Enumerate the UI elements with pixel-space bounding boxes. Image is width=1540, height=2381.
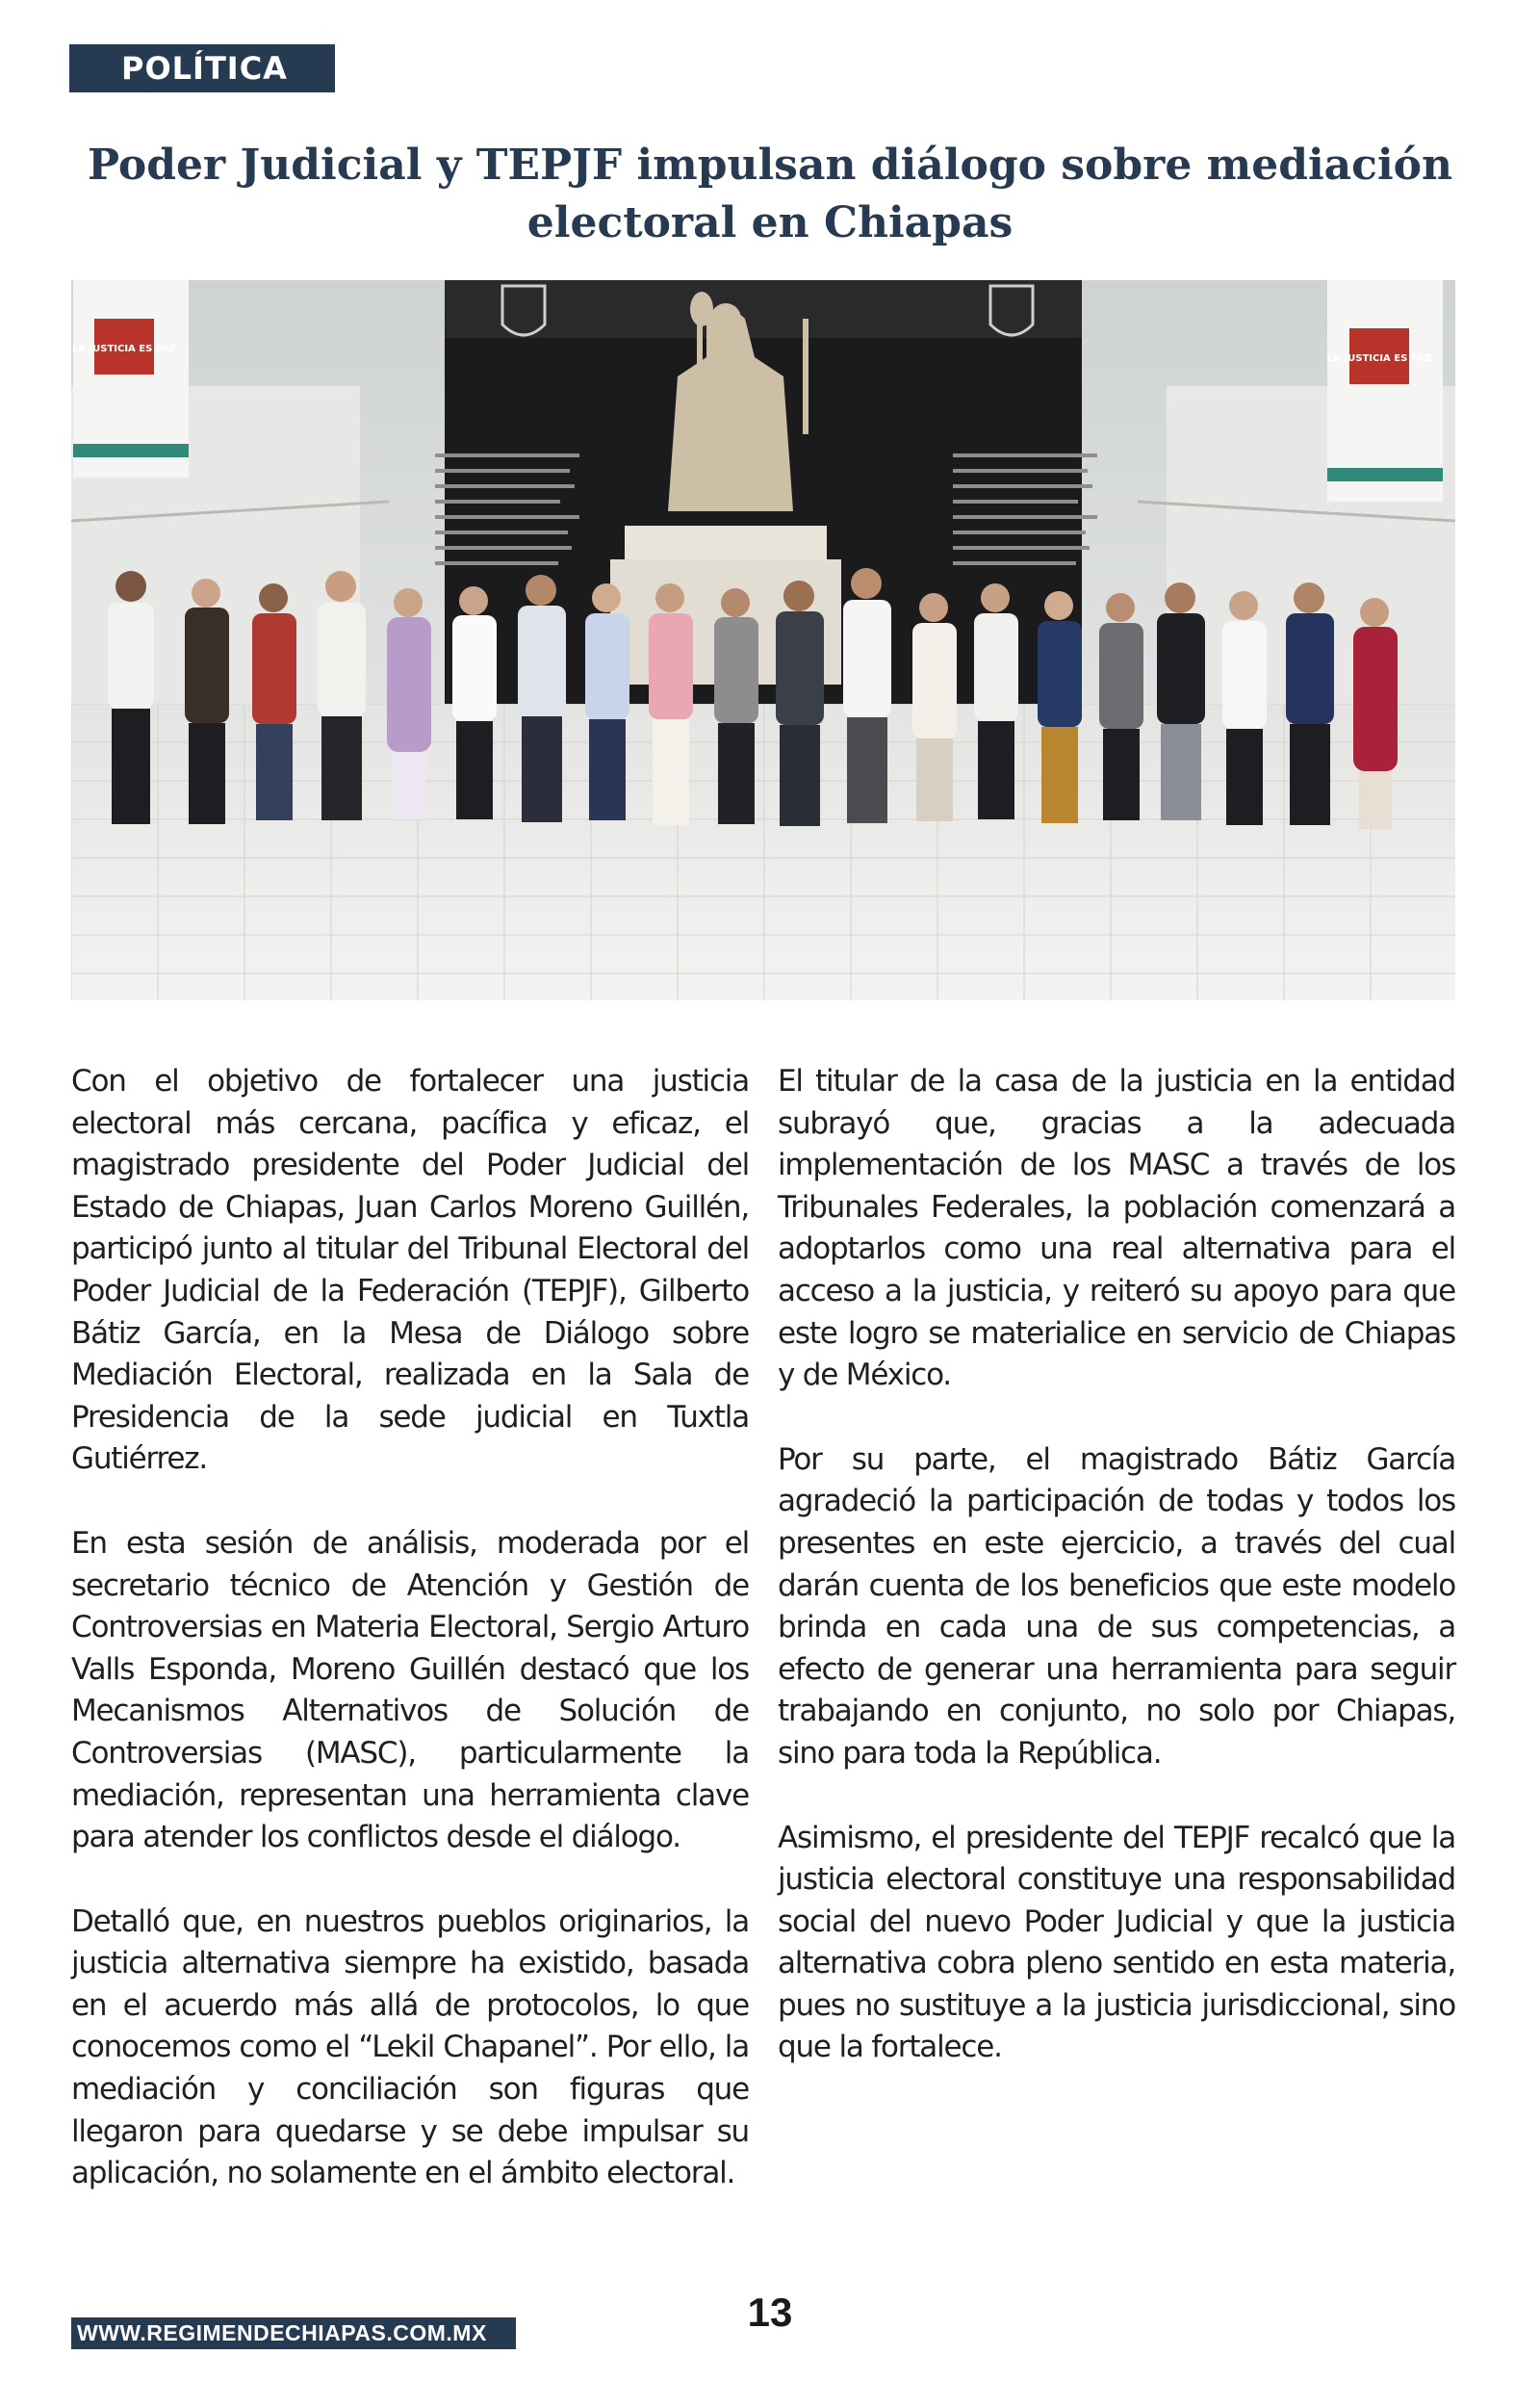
banner-left-text: LA JUSTICIA ES PAZ [71,344,177,354]
paragraph: Detalló que, en nuestros pueblos originarios, la justicia alternativa siempre ha existido, basada en el acuerdo más allá de protocolos, lo que conocemos como el “Lekil Chapanel”. Por ello, la mediación y conciliación son figuras que llegaron para quedarse y se debe impulsar su aplicación, no solamente en el ámbito electoral. [71,1903,749,2191]
article-photo [71,280,1455,1000]
banner-right [1327,280,1443,502]
banner-right-text: LA JUSTICIA ES PAZ [1326,353,1432,364]
footer-website-link[interactable]: WWW.REGIMENDECHIAPAS.COM.MX [71,2317,516,2349]
article-column-right [778,1061,1455,2111]
page-number: 13 [747,2290,793,2335]
paragraph: Por su parte, el magistrado Bátiz García agradeció la participación de todas y todos los presentes en este ejercicio, a través del cual darán cuenta de los beneficios que este modelo brinda en cada una de sus competencias, a efecto de generar una herramienta para seguir trabajando en conjunto, no solo por Chiapas, sino para toda la República. [778,1441,1455,1771]
article-headline: Poder Judicial y TEPJF impulsan diálogo sobre mediación electoral en Chiapas [87,141,1453,247]
article-column-left [71,1061,749,2238]
paragraph: Con el objetivo de fortalecer una justicia electoral más cercana, pacífica y eficaz, el magistrado presidente del Poder Judicial del Estado de Chiapas, Juan Carlos Moreno Guillén, participó junto al titular del Tribunal Electoral del Poder Judicial de la Federación (TEPJF), Gilberto Bátiz García, en la Mesa de Diálogo sobre Mediación Electoral, realizada en la Sala de Presidencia de la sede judicial en Tuxtla Gutiérrez. [71,1064,749,1477]
paragraph: Asimismo, el presidente del TEPJF recalcó que la justicia electoral constituye una responsabilidad social del nuevo Poder Judicial y que la justicia alternativa cobra pleno sentido en esta materia, pues no sustituye a la justicia jurisdiccional, sino que la fortalece. [778,1820,1455,2065]
group-photo-illustration [71,280,1455,1000]
section-tag: POLÍTICA [69,44,335,92]
paragraph: En esta sesión de análisis, moderada por el secretario técnico de Atención y Gestión de Controversias en Materia Electoral, Sergio Arturo Valls Esponda, Moreno Guillén destacó que los Mecanismos Alternativos de Solución de Controversias (MASC), particularmente la mediación, representan una herramienta clave para atender los conflictos desde el diálogo. [71,1525,749,1855]
paragraph: El titular de la casa de la justicia en la entidad subrayó que, gracias a la adecuada implementación de los MASC a través de los Tribunales Federales, la población comenzará a adoptarlos como una real alternativa para el acceso a la justicia, y reiteró su apoyo para que este logro se materialice en servicio de Chiapas y de México. [778,1064,1455,1393]
banner-left [72,280,189,478]
